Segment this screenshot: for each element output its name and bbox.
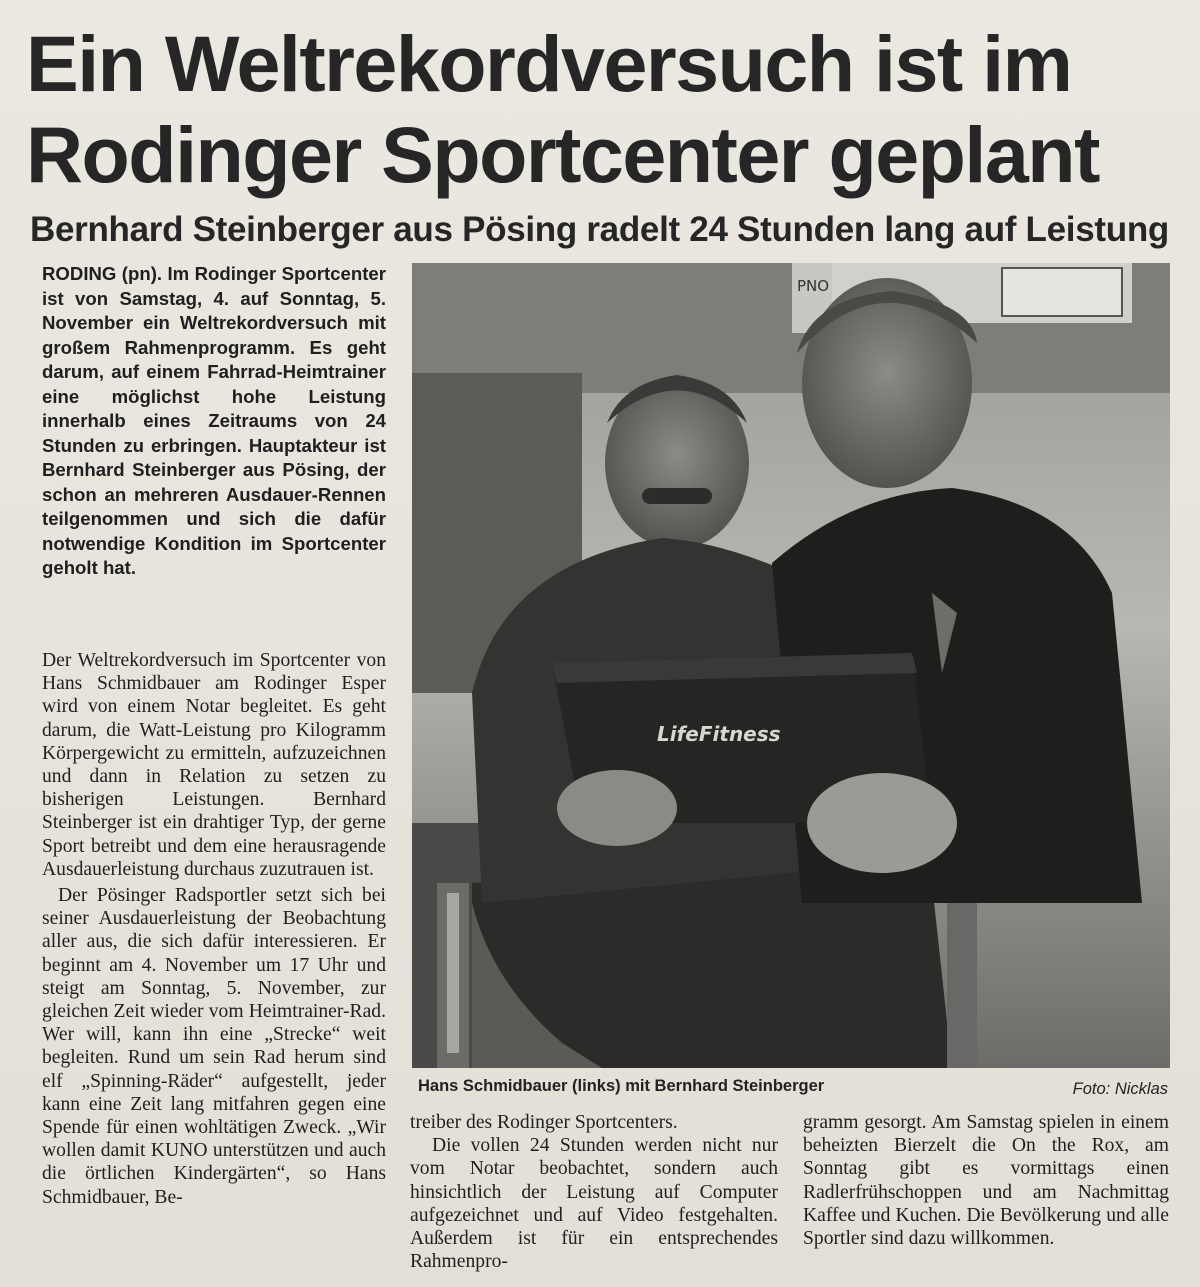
- column-1: [42, 649, 386, 1209]
- column-2: [410, 1111, 778, 1273]
- photo-caption: Hans Schmidbauer (links) mit Bernhard Steinberger: [418, 1077, 825, 1095]
- body-paragraph: Der Pösinger Radsportler setzt sich bei seiner Ausdauerleistung der Beobachtung aller aus, die sich dafür interessieren. Er beginnt am 4. November um 17 Uhr und steigt am Sonntag, 5. November, zur gleichen Zeit wieder vom Heimtrainer-Rad. Wer will, kann ihn eine „Strecke“ weit begleiten. Rund um sein Rad herum sind elf „Spinning-Räder“ aufgestellt, jeder kann eine Zeit lang mitfahren gegen eine Spende für einen wohltätigen Zweck. „Wir wollen damit KUNO unterstützen und auch die örtlichen Kindergärten“, so Hans Schmidbauer, Be-: [42, 885, 386, 1208]
- body-paragraph: treiber des Rodinger Sportcenters.: [410, 1112, 678, 1133]
- article-photo: [412, 263, 1170, 1068]
- headline: Ein Weltrekordversuch ist im Rodinger Sportcenter geplant: [26, 19, 1099, 199]
- body-paragraph: Die vollen 24 Stunden werden nicht nur vom Notar beobachtet, sondern auch hinsichtlich der Leistung auf Computer aufgezeichnet und auf Video festgehalten. Außerdem ist für ein entsprechendes Rahmenpro-: [410, 1135, 778, 1273]
- body-paragraph: Der Weltrekordversuch im Sportcenter von Hans Schmidbauer am Rodinger Esper wird von einem Notar begleitet. Es geht darum, die Watt-Leistung pro Kilogramm Körpergewicht zu ermitteln, aufzuzeichnen und dann in Relation zu setzen zu bisherigen Leistungen. Bernhard Steinberger ist ein drahtiger Typ, der gerne Sport betreibt und dem eine herausragende Ausdauerleistung durchaus zuzutrauen ist.: [42, 650, 386, 880]
- wall-sign-text: PNO: [797, 277, 830, 295]
- body-paragraph: gramm gesorgt. Am Samstag spielen in einem beheizten Bierzelt die On the Rox, am Sonntag gibt es vormittags einen Radlerfrühschoppen und am Nachmittag Kaffee und Kuchen. Die Bevölkerung und alle Sportler sind dazu willkommen.: [803, 1112, 1169, 1250]
- column-3: [803, 1111, 1169, 1250]
- photo-credit: Foto: Nicklas: [1072, 1080, 1168, 1098]
- console-brand-text: LifeFitness: [657, 722, 781, 746]
- lead-paragraph: RODING (pn). Im Rodinger Sportcenter ist von Samstag, 4. auf Sonntag, 5. November ein Weltrekordversuch mit großem Rahmenprogramm. Es geht darum, auf einem Fahrrad-Heimtrainer eine möglichst hohe Leistung innerhalb eines Zeitraums von 24 Stunden zu erbringen. Hauptakteur ist Bernhard Steinberger aus Pösing, der schon an mehreren Ausdauer-Rennen teilgenommen und sich die dafür notwendige Kondition im Sportcenter geholt hat.: [42, 263, 386, 578]
- subheadline: Bernhard Steinberger aus Pösing radelt 24 Stunden lang auf Leistung: [30, 210, 1169, 249]
